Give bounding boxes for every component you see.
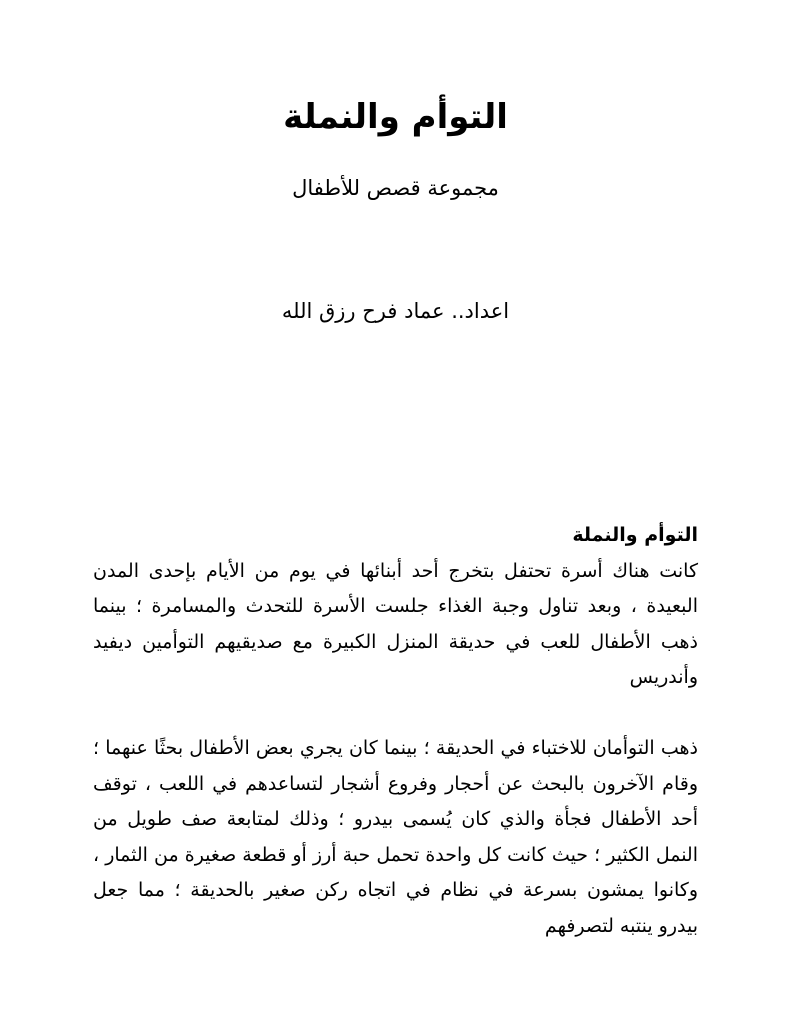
story-paragraph: ذهب التوأمان للاختباء في الحديقة ؛ بينما كان يجري بعض الأطفال بحثًا عنهما ؛ وقام الآخرون بالبحث عن أحجار وفروع أشجار لتساعدهم في اللعب ، توقف أحد الأطفال فجأة والذي كان يُسمى بيدرو ؛ وذلك لمتابعة صف طويل من النمل الكثير ؛ حيث كانت كل واحدة تحمل حبة أرز أو قطعة صغيرة من الثمار ، وكانوا يمشون بسرعة في نظام في اتجاه ركن صغير بالحديقة ؛ مما جعل بيدرو ينتبه لتصرفهم: [93, 737, 698, 937]
story-heading: التوأم والنملة: [572, 524, 698, 546]
page-subtitle: مجموعة قصص للأطفال: [292, 176, 499, 200]
page-title: التوأم والنملة: [283, 97, 508, 137]
story-paragraph: كانت هناك أسرة تحتفل بتخرج أحد أبنائها في يوم من الأيام بإحدى المدن البعيدة ، وبعد تناول وجبة الغذاء جلست الأسرة للتحدث والمسامرة ؛ بينما ذهب الأطفال للعب في حديقة المنزل الكبيرة مع صديقيهم التوأمين ديفيد وأندريس: [93, 559, 698, 688]
author-line: اعداد.. عماد فرح رزق الله: [281, 299, 510, 323]
story-section: [93, 518, 698, 944]
